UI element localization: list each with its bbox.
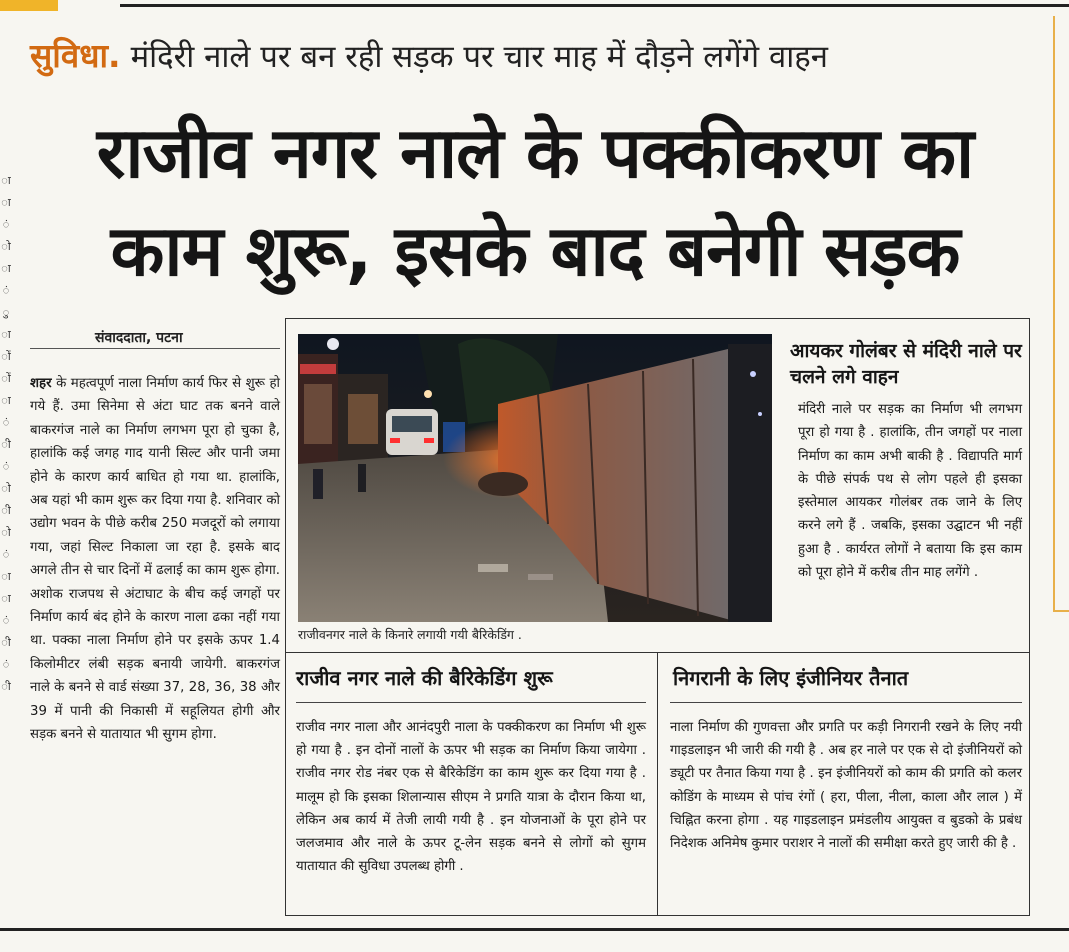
left-strip-fragment: ं: [2, 284, 10, 297]
box-divider-vertical: [657, 652, 658, 916]
byline: संवाददाता, पटना: [95, 330, 183, 346]
sidebar-title: आयकर गोलंबर से मंदिरी नाले पर चलने लगे वाहन: [790, 340, 1022, 388]
left-strip-fragment: ा: [1, 174, 11, 187]
top-rule: [120, 4, 1069, 7]
barricading-title-rule: [296, 702, 646, 703]
left-strip-fragment: ा: [1, 196, 11, 209]
kicker-tag: सुविधा.: [30, 36, 121, 75]
barricading-story-title: राजीव नगर नाले की बैरिकेडिंग शुरू: [296, 666, 553, 690]
left-strip-fragment: ं: [2, 460, 10, 473]
left-strip-fragment: ों: [1, 372, 11, 385]
main-story: [30, 372, 280, 747]
kicker-subhead: मंदिरी नाले पर बन रही सड़क पर चार माह में दौड़ने लगेंगे वाहन: [130, 39, 828, 75]
bottom-rule: [0, 928, 1069, 931]
left-strip-fragment: ं: [2, 416, 10, 429]
adjacent-article-fragment: [0, 170, 12, 730]
engineers-story-text: नाला निर्माण की गुणवत्ता और प्रगति पर कड़ी निगरानी रखने के लिए नयी गाइडलाइन भी जारी की गयी है . अब हर नाले पर एक से दो इंजीनियरों को ड्यूटी पर तैनात किया गया है . इन इंजीनियरों को काम की प्रगति को कलर कोडिंग के माध्यम से पांच रंगों ( हरा, पीला, नीला, काला और लाल ) में चिह्नित करना होगा . यह गाइडलाइन प्रमंडलीय आयुक्त व बुडको के प्रबंध निदेशक अनिमेष कुमार पराशर ने नालों की समीक्षा करते हुए जारी की है .: [670, 720, 1022, 852]
headline-line-1: राजीव नगर नाले के पक्कीकरण का: [96, 112, 974, 194]
left-strip-fragment: ो: [1, 240, 11, 253]
left-strip-fragment: ी: [1, 504, 11, 517]
left-strip-fragment: ी: [1, 680, 11, 693]
left-strip-fragment: ु: [2, 306, 10, 319]
left-strip-fragment: ो: [1, 482, 11, 495]
headline: [30, 104, 1040, 300]
left-strip-fragment: ा: [1, 592, 11, 605]
left-strip-fragment: ं: [2, 658, 10, 671]
main-story-text: के महत्वपूर्ण नाला निर्माण कार्य फिर से शुरू हो गये हैं. उमा सिनेमा से अंटा घाट तक बनने वाले बाकरगंज नाले का निर्माण लगभग पूरा हो चुका है, हालांकि कई जगह गाद यानी सिल्ट और पानी जमा होने के कारण कार्य बाधित हो गया था. हालांकि, अब यहां भी काम शुरू कर दिया गया है. शनिवार को उद्योग भवन के पीछे करीब 250 मजदूरों को लगाया गया, जहां सिल्ट निकाला जा रहा है. इसके बाद अगले तीन से चार दिनों में ढलाई का काम शुरू होगा. अशोक राजपथ से अंटाघाट के बीच कई जगहों पर निर्माण कार्य बंद होने के कारण नाला ढका नहीं गया था. पक्का नाला निर्माण होने पर इसके ऊपर 1.4 किलोमीटर लंबी सड़क बनायी जायेगी. बाकरगंज नाले के बनने से वार्ड संख्या 37, 28, 36, 38 और 39 में पानी की निकासी में सहूलियत होगी और सड़क बनने से यातायात भी सुगम होगा.: [30, 376, 280, 743]
engineers-title-rule: [670, 702, 1022, 703]
kicker: [30, 32, 1030, 82]
sidebar-text: मंदिरी नाले पर सड़क का निर्माण भी लगभग पूरा हो गया है . हालांकि, तीन जगहों पर नाला निर्माण का काम अभी बाकी है . विद्यापति मार्ग के पीछे संपर्क पथ से लोग पहले ही इसका इस्तेमाल आयकर गोलंबर तक जाने के लिए करने लगे हैं . जबकि, इसका उद्घाटन भी नहीं हुआ है . कार्यरत लोगों ने बताया कि इस काम को पूरा होने में करीब तीन माह लगेंगे .: [798, 402, 1022, 581]
barricading-story-text: राजीव नगर नाला और आनंदपुरी नाला के पक्कीकरण का निर्माण भी शुरू हो गया है . इन दोनों नालों के ऊपर भी सड़क का निर्माण किया जायेगा . राजीव नगर रोड नंबर एक से बैरिकेडिंग का काम शुरू कर दिया गया है . मालूम हो कि इसका शिलान्यास सीएम ने प्रगति यात्रा के दौरान किया था, लेकिन अब कार्य में तेजी लायी गयी है . इन योजनाओं के पूरा होने पर जलजमाव और नाले के ऊपर टू-लेन सड़क बनने से लोगों को सुगम यातायात की सुविधा उपलब्ध होगी .: [296, 720, 646, 875]
photo-caption: राजीवनगर नाले के किनारे लगायी गयी बैरिकेडिंग .: [298, 627, 522, 642]
left-strip-fragment: ं: [2, 614, 10, 627]
left-strip-fragment: ा: [1, 328, 11, 341]
top-bar: [0, 0, 1069, 14]
left-strip-fragment: ों: [1, 350, 11, 363]
engineers-story-title: निगरानी के लिए इंजीनियर तैनात: [673, 666, 909, 690]
headline-line-2: काम शुरू, इसके बाद बनेगी सड़क: [110, 210, 960, 292]
barricade-photo-image: [298, 334, 772, 622]
left-strip-fragment: ं: [2, 218, 10, 231]
left-strip-fragment: ी: [1, 636, 11, 649]
byline-rule: [30, 348, 280, 349]
main-story-lead: शहर: [30, 376, 52, 391]
left-strip-fragment: ो: [1, 526, 11, 539]
left-strip-fragment: ा: [1, 570, 11, 583]
adjacent-article-frame: [1053, 16, 1069, 612]
news-photo: [298, 334, 772, 622]
left-strip-fragment: ा: [1, 262, 11, 275]
left-strip-fragment: ी: [1, 438, 11, 451]
section-color-tab: [0, 0, 58, 11]
left-strip-fragment: ं: [2, 548, 10, 561]
left-strip-fragment: ा: [1, 394, 11, 407]
